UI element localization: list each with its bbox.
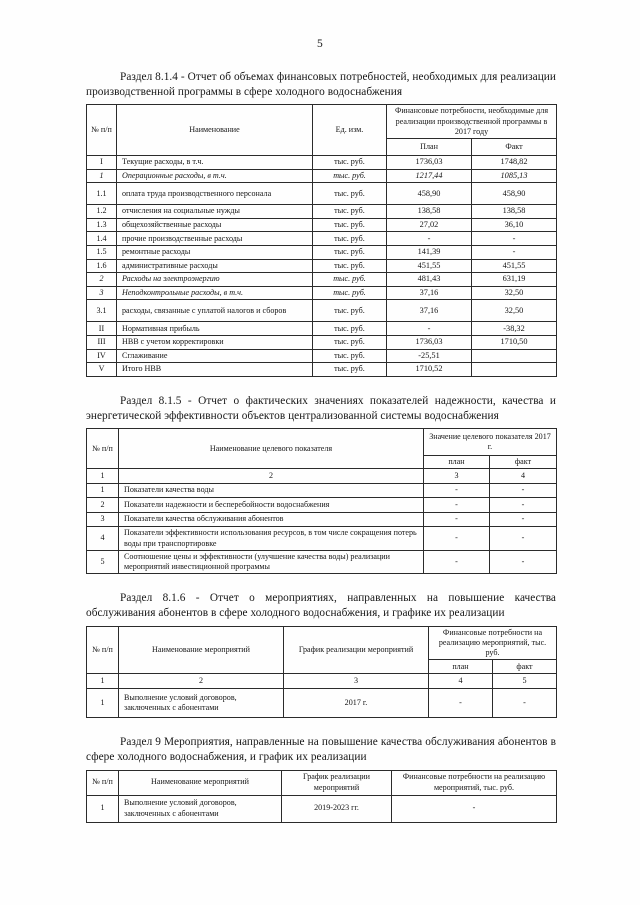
- row-fact: -: [490, 512, 557, 527]
- header-finance: Финансовые потребности, необходимые для реализации производственной программы в 2017 году: [387, 105, 557, 139]
- table-row: [87, 218, 557, 232]
- row-num: 1.6: [87, 259, 117, 273]
- row-fact: 1710,50: [472, 335, 557, 349]
- row-num: 3: [87, 286, 117, 300]
- table-row: [87, 689, 557, 718]
- row-num: V: [87, 363, 117, 377]
- row-num: II: [87, 322, 117, 336]
- row-plan: 37,16: [387, 300, 472, 322]
- row-plan: 141,39: [387, 245, 472, 259]
- row-plan: 37,16: [387, 286, 472, 300]
- row-plan: 138,58: [387, 205, 472, 219]
- page-number: 5: [316, 38, 324, 50]
- header-fact: Факт: [472, 139, 557, 156]
- row-finance: -: [392, 795, 557, 822]
- row-plan: -: [424, 483, 490, 498]
- table-header-row: [87, 770, 557, 795]
- row-plan: 1736,03: [387, 335, 472, 349]
- row-plan: 27,02: [387, 218, 472, 232]
- header-schedule: График реализации мероприятий: [284, 626, 429, 674]
- header-name: Наименование целевого показателя: [119, 429, 424, 469]
- row-fact: 32,50: [472, 300, 557, 322]
- header-fact: факт: [493, 660, 557, 674]
- row-plan: 451,55: [387, 259, 472, 273]
- table-row: [87, 512, 557, 527]
- table-row: [87, 273, 557, 287]
- row-plan: 458,90: [387, 183, 472, 205]
- table-section-815: [86, 428, 557, 574]
- row-fact: -: [490, 498, 557, 513]
- row-unit: тыс. руб.: [313, 169, 387, 183]
- table-row: [87, 169, 557, 183]
- table-index-row: [87, 469, 557, 484]
- table-row: [87, 259, 557, 273]
- header-name: Наименование: [117, 105, 313, 156]
- row-name: Показатели качества воды: [119, 483, 424, 498]
- section-814-heading: Раздел 8.1.4 - Отчет об объемах финансовых потребностей, необходимых для реализации производственной программы в сфере холодного водоснабжения: [86, 71, 556, 99]
- row-name: оплата труда производственного персонала: [117, 183, 313, 205]
- row-name: Показатели эффективности использования ресурсов, в том числе сокращения потерь воды при транспортировке: [119, 527, 424, 550]
- table-row: [87, 795, 557, 822]
- row-plan: 481,43: [387, 273, 472, 287]
- row-num: 1: [87, 689, 119, 718]
- row-fact: [472, 349, 557, 363]
- row-fact: 631,19: [472, 273, 557, 287]
- row-fact: -: [490, 483, 557, 498]
- row-plan: -25,51: [387, 349, 472, 363]
- row-name: Показатели качества обслуживания абонентов: [119, 512, 424, 527]
- row-fact: 32,50: [472, 286, 557, 300]
- table-row: [87, 349, 557, 363]
- row-num: III: [87, 335, 117, 349]
- table-row: [87, 300, 557, 322]
- row-fact: 458,90: [472, 183, 557, 205]
- header-num: № п/п: [87, 626, 119, 674]
- header-name: Наименование мероприятий: [119, 626, 284, 674]
- row-num: 3: [87, 512, 119, 527]
- row-name: Итого НВВ: [117, 363, 313, 377]
- row-unit: тыс. руб.: [313, 183, 387, 205]
- index-col-2: 2: [119, 469, 424, 484]
- row-plan: -: [387, 232, 472, 246]
- row-num: I: [87, 156, 117, 170]
- table-row: [87, 335, 557, 349]
- index-col-4: 4: [429, 674, 493, 689]
- row-unit: тыс. руб.: [313, 156, 387, 170]
- row-name: Текущие расходы, в т.ч.: [117, 156, 313, 170]
- row-unit: тыс. руб.: [313, 259, 387, 273]
- section-815-heading: Раздел 8.1.5 - Отчет о фактических значениях показателей надежности, качества и энергетической эффективности объектов централизованной системы водоснабжения: [86, 394, 556, 422]
- header-name: Наименование мероприятий: [119, 770, 282, 795]
- row-schedule: 2017 г.: [284, 689, 429, 718]
- row-unit: тыс. руб.: [313, 335, 387, 349]
- row-unit: тыс. руб.: [313, 363, 387, 377]
- row-name: расходы, связанные с уплатой налогов и сборов: [117, 300, 313, 322]
- header-num: № п/п: [87, 770, 119, 795]
- row-name: административные расходы: [117, 259, 313, 273]
- table-section-814: [86, 104, 557, 376]
- table-row: [87, 286, 557, 300]
- header-schedule: График реализации мероприятий: [282, 770, 392, 795]
- row-plan: -: [424, 527, 490, 550]
- row-name: Показатели надежности и бесперебойности водоснабжения: [119, 498, 424, 513]
- table-row: [87, 527, 557, 550]
- row-name: Нормативная прибыль: [117, 322, 313, 336]
- row-num: IV: [87, 349, 117, 363]
- index-col-3: 3: [284, 674, 429, 689]
- row-unit: тыс. руб.: [313, 218, 387, 232]
- row-num: 1.2: [87, 205, 117, 219]
- row-unit: тыс. руб.: [313, 322, 387, 336]
- row-fact: 1748,82: [472, 156, 557, 170]
- header-unit: Ед. изм.: [313, 105, 387, 156]
- row-num: 2: [87, 498, 119, 513]
- header-finance: Финансовые потребности на реализацию мероприятий, тыс. руб.: [429, 626, 557, 660]
- table-header-row: [87, 105, 557, 139]
- row-num: 1: [87, 169, 117, 183]
- header-fact: факт: [490, 456, 557, 469]
- row-unit: тыс. руб.: [313, 273, 387, 287]
- header-plan: план: [424, 456, 490, 469]
- index-col-1: 1: [87, 674, 119, 689]
- row-fact: -: [490, 527, 557, 550]
- row-num: 3.1: [87, 300, 117, 322]
- document-content: [86, 70, 556, 823]
- row-plan: -: [424, 550, 490, 573]
- index-col-1: 1: [87, 469, 119, 484]
- row-plan: -: [387, 322, 472, 336]
- row-fact: -: [472, 232, 557, 246]
- table-row: [87, 205, 557, 219]
- row-fact: -38,32: [472, 322, 557, 336]
- row-fact: -: [472, 245, 557, 259]
- row-num: 1.3: [87, 218, 117, 232]
- row-plan: 1217,44: [387, 169, 472, 183]
- row-fact: 36,10: [472, 218, 557, 232]
- row-num: 1: [87, 483, 119, 498]
- row-num: 1.4: [87, 232, 117, 246]
- table-row: [87, 245, 557, 259]
- row-num: 1.1: [87, 183, 117, 205]
- row-name: прочие производственные расходы: [117, 232, 313, 246]
- table-header-row: [87, 626, 557, 660]
- table-row: [87, 363, 557, 377]
- header-plan: План: [387, 139, 472, 156]
- row-num: 1: [87, 795, 119, 822]
- table-row: [87, 550, 557, 573]
- table-row: [87, 483, 557, 498]
- row-name: Выполнение условий договоров, заключенных с абонентами: [119, 795, 282, 822]
- row-unit: тыс. руб.: [313, 245, 387, 259]
- row-fact: [472, 363, 557, 377]
- row-name: Операционные расходы, в т.ч.: [117, 169, 313, 183]
- row-name: Выполнение условий договоров, заключенных с абонентами: [119, 689, 284, 718]
- row-name: Сглаживание: [117, 349, 313, 363]
- row-plan: 1710,52: [387, 363, 472, 377]
- row-name: Соотношение цены и эффективности (улучшение качества воды) реализации мероприятий инвестиционной программы: [119, 550, 424, 573]
- row-name: ремонтные расходы: [117, 245, 313, 259]
- table-section-9: [86, 770, 557, 823]
- table-row: [87, 498, 557, 513]
- row-unit: тыс. руб.: [313, 205, 387, 219]
- header-num: № п/п: [87, 105, 117, 156]
- table-header-row: [87, 429, 557, 456]
- row-plan: 1736,03: [387, 156, 472, 170]
- section-9-heading: Раздел 9 Мероприятия, направленные на повышение качества обслуживания абонентов в сфере холодного водоснабжения, и график их реализации: [86, 736, 556, 764]
- header-plan: план: [429, 660, 493, 674]
- row-num: 5: [87, 550, 119, 573]
- row-plan: -: [424, 512, 490, 527]
- row-plan: -: [429, 689, 493, 718]
- row-plan: -: [424, 498, 490, 513]
- row-unit: тыс. руб.: [313, 232, 387, 246]
- row-unit: тыс. руб.: [313, 349, 387, 363]
- header-target: Значение целевого показателя 2017 г.: [424, 429, 557, 456]
- row-unit: тыс. руб.: [313, 300, 387, 322]
- index-col-3: 3: [424, 469, 490, 484]
- row-name: Неподконтрольные расходы, в т.ч.: [117, 286, 313, 300]
- row-unit: тыс. руб.: [313, 286, 387, 300]
- index-col-4: 4: [490, 469, 557, 484]
- index-col-2: 2: [119, 674, 284, 689]
- row-name: отчисления на социальные нужды: [117, 205, 313, 219]
- row-name: общехозяйственные расходы: [117, 218, 313, 232]
- header-num: № п/п: [87, 429, 119, 469]
- table-row: [87, 232, 557, 246]
- index-col-5: 5: [493, 674, 557, 689]
- table-row: [87, 322, 557, 336]
- row-name: Расходы на электроэнергию: [117, 273, 313, 287]
- section-816-heading: Раздел 8.1.6 - Отчет о мероприятиях, направленных на повышение качества обслуживания абонентов в сфере холодного водоснабжения, и графике их реализации: [86, 592, 556, 620]
- row-num: 4: [87, 527, 119, 550]
- row-fact: 138,58: [472, 205, 557, 219]
- row-fact: -: [490, 550, 557, 573]
- row-name: НВВ с учетом корректировки: [117, 335, 313, 349]
- row-fact: -: [493, 689, 557, 718]
- row-num: 2: [87, 273, 117, 287]
- row-fact: 451,55: [472, 259, 557, 273]
- row-fact: 1085,13: [472, 169, 557, 183]
- header-finance: Финансовые потребности на реализацию мероприятий, тыс. руб.: [392, 770, 557, 795]
- table-row: [87, 156, 557, 170]
- table-index-row: [87, 674, 557, 689]
- row-num: 1.5: [87, 245, 117, 259]
- table-row: [87, 183, 557, 205]
- row-schedule: 2019-2023 гг.: [282, 795, 392, 822]
- table-section-816: [86, 626, 557, 719]
